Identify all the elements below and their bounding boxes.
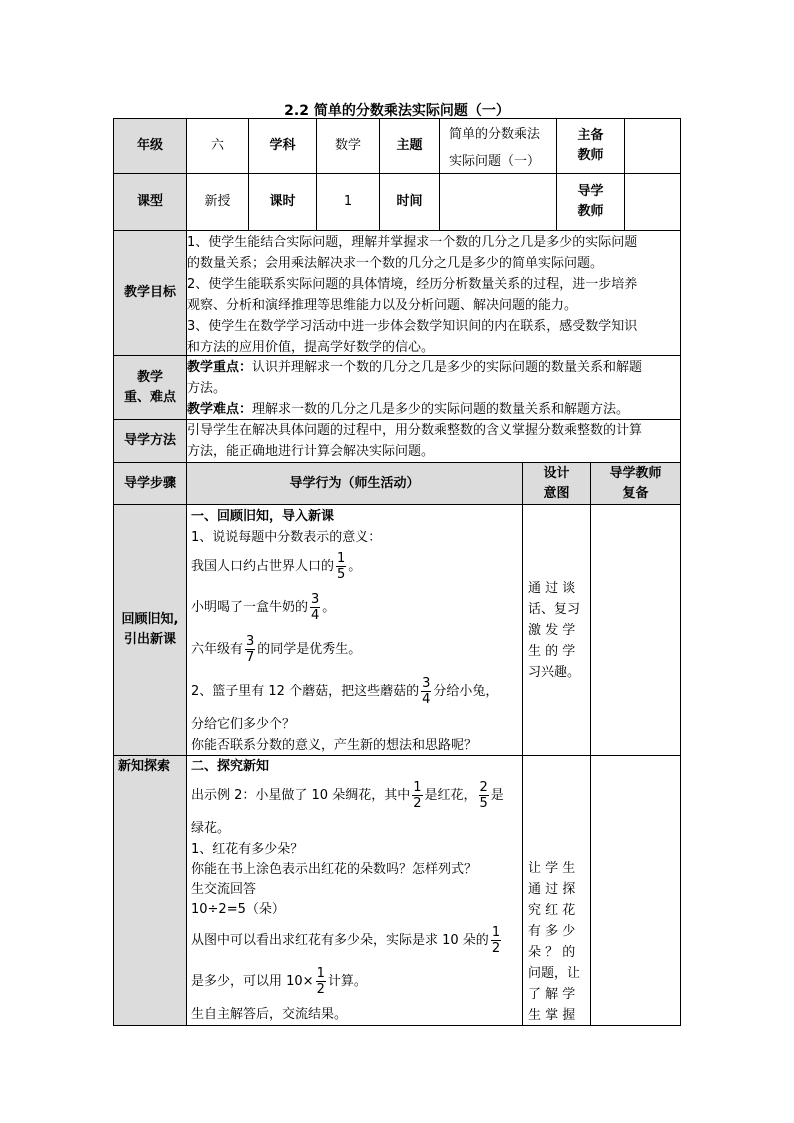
diff-text: 理解求一数的几分之几是多少的实际问题的数量关系和解题方法。 [252, 402, 630, 417]
goals-label: 教学目标 [123, 285, 176, 300]
page-title: 2.2 简单的分数乘法实际问题（一） [284, 103, 510, 119]
example-text: 出示例 2：小星做了 10 朵绸花，其中 [191, 788, 411, 803]
subject-value: 数学 [334, 138, 361, 153]
section1-s3 [191, 632, 361, 668]
key-label [113, 355, 187, 420]
ex-numerator-2: 2 [479, 780, 488, 795]
teacher-label-l2: 教师 [577, 148, 604, 163]
key-title: 教学重点： [187, 360, 253, 375]
ex-denominator-1: 2 [413, 796, 422, 811]
review-header-l1: 导学教师 [609, 465, 662, 481]
s2-numerator: 3 [311, 592, 320, 607]
section2-example [191, 778, 504, 814]
obs2-numerator: 1 [316, 966, 325, 981]
section2-q3: 生交流回答 [191, 882, 257, 897]
design-header [522, 462, 591, 505]
grade-value: 六 [210, 138, 224, 153]
s1-denominator: 5 [337, 567, 346, 582]
goal-line-2: 的数量关系；会用乘法解决求一个数的几分之几是多少的简单实际问题。 [187, 256, 604, 271]
section2-observe-line2 [191, 964, 367, 1000]
ex-numerator-1: 1 [413, 780, 422, 795]
section2-design-1: 让 学 生 [528, 861, 576, 876]
key-label-l1: 教学 [136, 369, 163, 385]
example-mid: 是红花， [424, 788, 477, 803]
q2-fraction [421, 676, 431, 707]
key-line-1 [187, 357, 642, 378]
ex-denominator-2: 5 [479, 796, 488, 811]
diff-line [187, 399, 629, 420]
section1-label-l1: 回顾旧知, [121, 612, 179, 627]
section1-design-5: 习兴趣。 [528, 665, 581, 680]
guide-teacher-l2: 教师 [577, 204, 604, 219]
q2-numerator: 3 [422, 676, 431, 691]
type-label: 课型 [136, 194, 163, 209]
section1-s1 [191, 549, 361, 585]
section1-q2 [191, 674, 498, 710]
s1-fraction [336, 551, 346, 582]
q2-post: 分给小兔， [433, 684, 499, 699]
teacher-cell [624, 118, 681, 174]
teacher-label [556, 118, 625, 174]
goal-line-3: 2、使学生能联系实际问题的具体情境，经历分析数量关系的过程，进一步培养 [187, 277, 638, 292]
topic-line-2: 实际问题（一） [449, 154, 541, 169]
section2-design-2: 通 过 探 [528, 882, 576, 897]
key-line-2: 方法。 [187, 381, 227, 396]
example-fraction-2 [479, 780, 489, 811]
section1-q2-line2: 分给它们多少个？ [191, 717, 296, 732]
goal-line-6: 和方法的应用价值，提高学好数学的信心。 [187, 340, 435, 355]
s2-fraction [310, 592, 320, 623]
observe-fraction [491, 925, 501, 956]
example-fraction-1 [412, 780, 422, 811]
section1-design-3: 激 发 学 [528, 623, 576, 638]
observe2-text: 是多少，可以用 10× [191, 974, 314, 989]
s2-post: 。 [322, 600, 336, 615]
time-label: 时间 [396, 194, 423, 209]
diff-title: 教学难点： [187, 402, 253, 417]
section2-design-6: 问题，让 [528, 966, 581, 981]
obs-denominator: 2 [491, 941, 501, 956]
s3-fraction [245, 634, 255, 665]
type-value: 新授 [204, 194, 231, 209]
q2-text: 2、篮子里有 12 个蘑菇，把这些蘑菇的 [191, 684, 420, 699]
method-line-2: 方法，能正确地进行计算会解决实际问题。 [187, 444, 435, 459]
section1-s2 [191, 590, 335, 626]
period-label: 课时 [269, 194, 296, 209]
section2-calc: 10÷2=5（朵） [191, 902, 285, 917]
section2-label: 新知探索 [118, 759, 171, 774]
section2-label-cell [113, 755, 187, 1026]
guide-teacher-l1: 导学 [577, 184, 604, 199]
s1-post: 。 [348, 559, 362, 574]
topic-line-1: 简单的分数乘法 [449, 127, 541, 142]
observe-text: 从图中可以看出求红花有多少朵，实际是求 10 朵的 [191, 933, 489, 948]
q2-denominator: 4 [422, 692, 431, 707]
observe2-fraction [316, 966, 326, 997]
s2-denominator: 4 [311, 608, 320, 623]
key-label-l2: 重、难点 [123, 389, 176, 405]
time-cell [439, 173, 557, 231]
review-header [590, 462, 681, 505]
key-text: 认识并理解求一个数的几分之几是多少的实际问题的数量关系和解题 [252, 360, 643, 375]
s3-numerator: 3 [246, 634, 255, 649]
observe2-post: 计算。 [327, 974, 367, 989]
example-post: 是 [490, 788, 504, 803]
section2-design-7: 了 解 学 [528, 987, 576, 1002]
section1-design-4: 生 的 学 [528, 644, 576, 659]
section2-review-cell [590, 755, 681, 1026]
section1-q1: 1、说说每题中分数表示的意义： [191, 530, 382, 545]
section2-heading: 二、探究新知 [191, 759, 270, 774]
s3-post: 的同学是优秀生。 [257, 642, 362, 657]
review-header-l2: 复备 [622, 485, 649, 501]
goal-line-5: 3、使学生在数学学习活动中进一步体会数学知识间的内在联系，感受数学知识 [187, 319, 638, 334]
section2-last: 生自主解答后，交流结果。 [191, 1007, 348, 1022]
grade-label: 年级 [136, 138, 163, 153]
steps-header: 导学步骤 [123, 475, 176, 491]
section2-design-4: 有 多 少 [528, 924, 576, 939]
s3-denominator: 7 [246, 650, 255, 665]
guide-teacher-label [556, 173, 625, 231]
goal-line-4: 观察、分析和演绎推理等思维能力以及分析问题、解决问题的能力。 [187, 298, 578, 313]
section2-observe [191, 923, 503, 959]
obs-numerator: 1 [491, 925, 501, 940]
section1-heading: 一、回顾旧知，导入新课 [191, 509, 335, 524]
section2-design-8: 生 掌 握 [528, 1008, 576, 1023]
teacher-label-l1: 主备 [577, 128, 604, 143]
design-header-l2: 意图 [543, 485, 570, 501]
period-value: 1 [343, 194, 353, 209]
subject-label: 学科 [269, 138, 296, 153]
section1-review-cell [590, 504, 681, 756]
s2-text: 小明喝了一盒牛奶的 [191, 600, 309, 615]
section1-design-2: 话、复习 [528, 602, 581, 617]
actions-header: 导学行为（师生活动） [289, 475, 420, 491]
section2-example-line2: 绿花。 [191, 821, 231, 836]
guide-teacher-cell [624, 173, 681, 231]
section1-label-l2: 引出新课 [123, 632, 176, 647]
section1-design-1: 通 过 谈 [528, 581, 576, 596]
s3-text: 六年级有 [191, 642, 244, 657]
s1-numerator: 1 [337, 551, 346, 566]
design-header-l1: 设计 [543, 465, 570, 481]
section2-q1: 1、红花有多少朵？ [191, 842, 304, 857]
topic-label: 主题 [396, 138, 423, 153]
s1-text: 我国人口约占世界人口的 [191, 559, 335, 574]
goal-line-1: 1、使学生能结合实际问题，理解并掌握求一个数的几分之几是多少的实际问题 [187, 235, 638, 250]
section1-label [113, 504, 187, 756]
method-label: 导学方法 [123, 433, 176, 448]
obs2-denominator: 2 [316, 982, 325, 997]
section1-q3: 你能否联系分数的意义，产生新的想法和思路呢？ [191, 738, 478, 753]
section2-design-3: 究 红 花 [528, 903, 576, 918]
method-line-1: 引导学生在解决具体问题的过程中，用分数乘整数的含义掌握分数乘整数的计算 [187, 423, 643, 438]
section2-q2: 你能在书上涂色表示出红花的朵数吗？怎样列式？ [191, 862, 478, 877]
section2-design-5: 朵 ？ 的 [528, 945, 576, 960]
